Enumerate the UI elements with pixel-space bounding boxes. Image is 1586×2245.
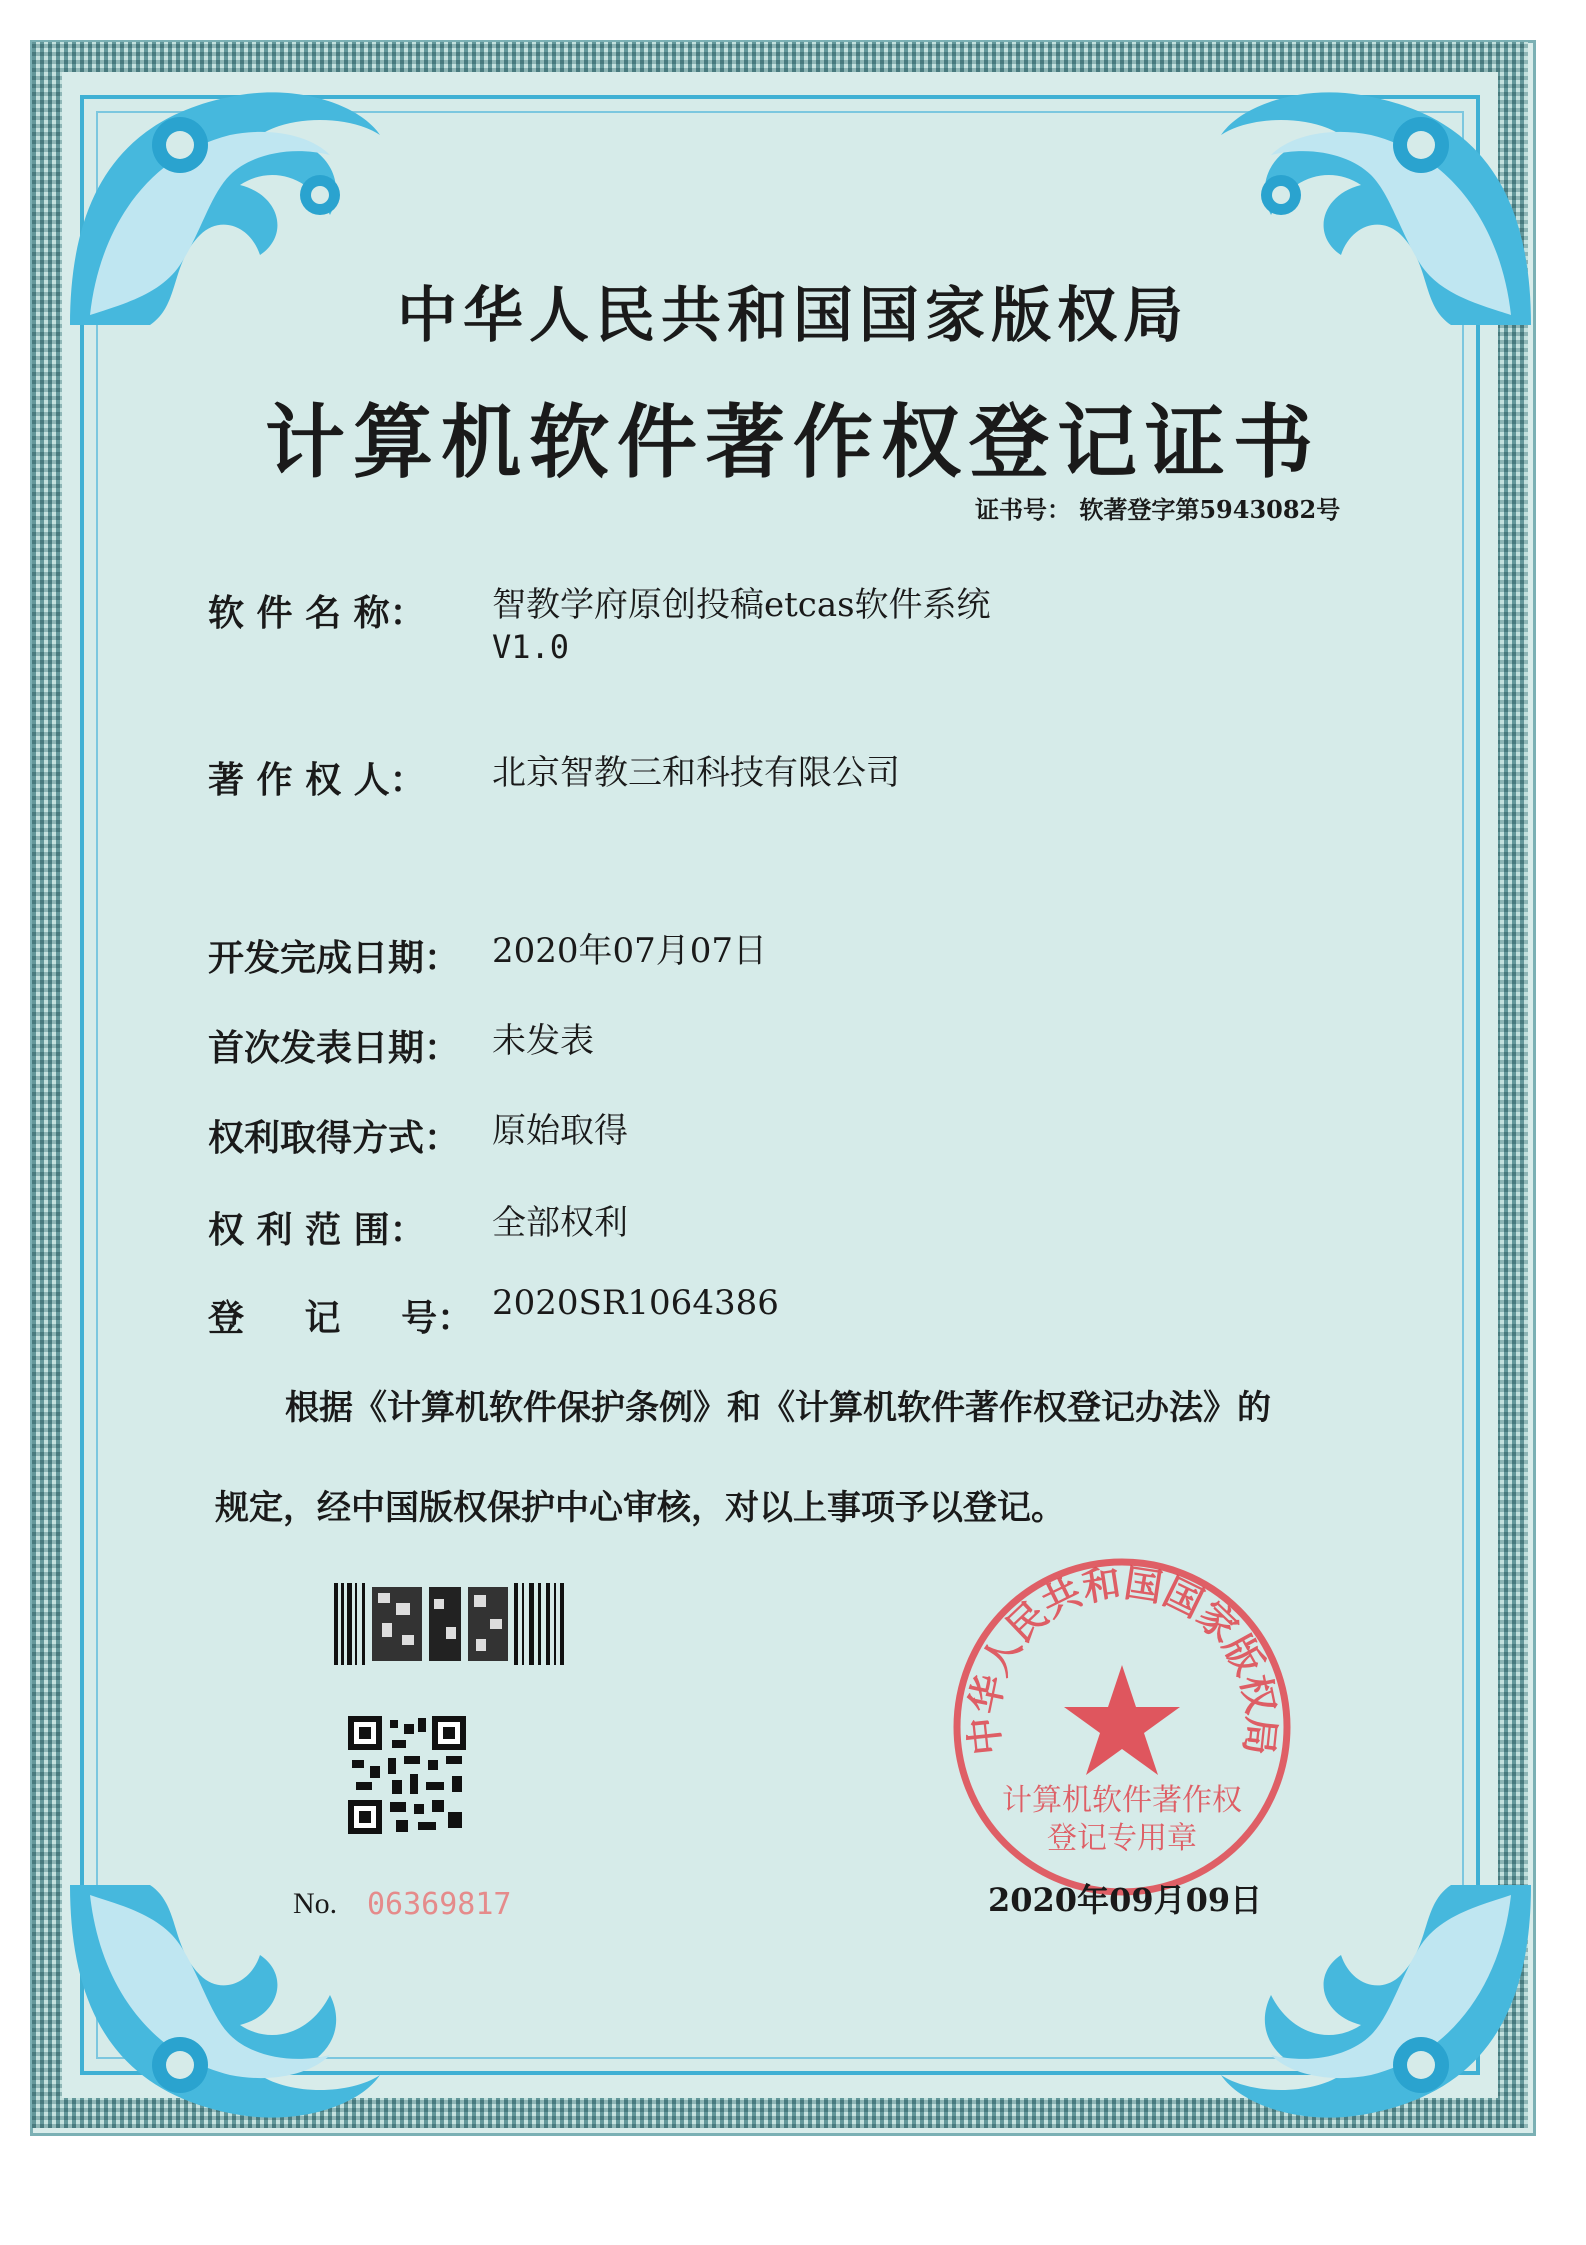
rights-method-value: 原始取得 (492, 1111, 628, 1151)
dev-date-value: 2020年07月07日 (492, 931, 768, 971)
dev-date-label: 开发完成日期： (208, 937, 461, 979)
barcode (334, 1583, 564, 1665)
software-name-value: 智教学府原创投稿etcas软件系统 (492, 585, 991, 625)
owner-label: 著 作 权 人： (208, 759, 426, 801)
rights-scope-value: 全部权利 (492, 1203, 628, 1243)
official-seal (950, 1555, 1295, 1900)
seal-line-2: 登记专用章 (1047, 1821, 1197, 1856)
statement-line-1: 根据《计算机软件保护条例》和《计算机软件著作权登记办法》的 (285, 1388, 1271, 1428)
software-version: V1.0 (492, 628, 570, 666)
rights-scope-label: 权 利 范 围： (208, 1209, 426, 1251)
rights-method-label: 权利取得方式： (208, 1117, 461, 1159)
seal-line-1: 计算机软件著作权 (1002, 1783, 1242, 1818)
agency-title: 中华人民共和国国家版权局 (397, 281, 1189, 351)
certificate-title: 计算机软件著作权登记证书 (265, 395, 1321, 489)
issue-date: 2020年09月09日 (988, 1881, 1263, 1919)
seal-arc-text: 中华人民共和国国家版权局 (960, 1559, 1285, 1758)
reg-no-label: 登 记 号： (208, 1297, 474, 1339)
certificate-number: 证书号： 软著登字第5943082号 (975, 495, 1341, 524)
statement-line-2: 规定，经中国版权保护中心审核，对以上事项予以登记。 (215, 1488, 1065, 1528)
reg-no-value: 2020SR1064386 (492, 1283, 779, 1323)
pub-date-value: 未发表 (492, 1021, 594, 1061)
serial-number-value: 06369817 (367, 1887, 512, 1922)
software-name-label: 软 件 名 称： (208, 592, 426, 634)
qr-code (348, 1716, 466, 1834)
pub-date-label: 首次发表日期： (208, 1027, 461, 1069)
corner-ornament-bottom-left (60, 1875, 390, 2135)
owner-value: 北京智教三和科技有限公司 (492, 753, 900, 793)
serial-number-label: No. (293, 1887, 338, 1920)
